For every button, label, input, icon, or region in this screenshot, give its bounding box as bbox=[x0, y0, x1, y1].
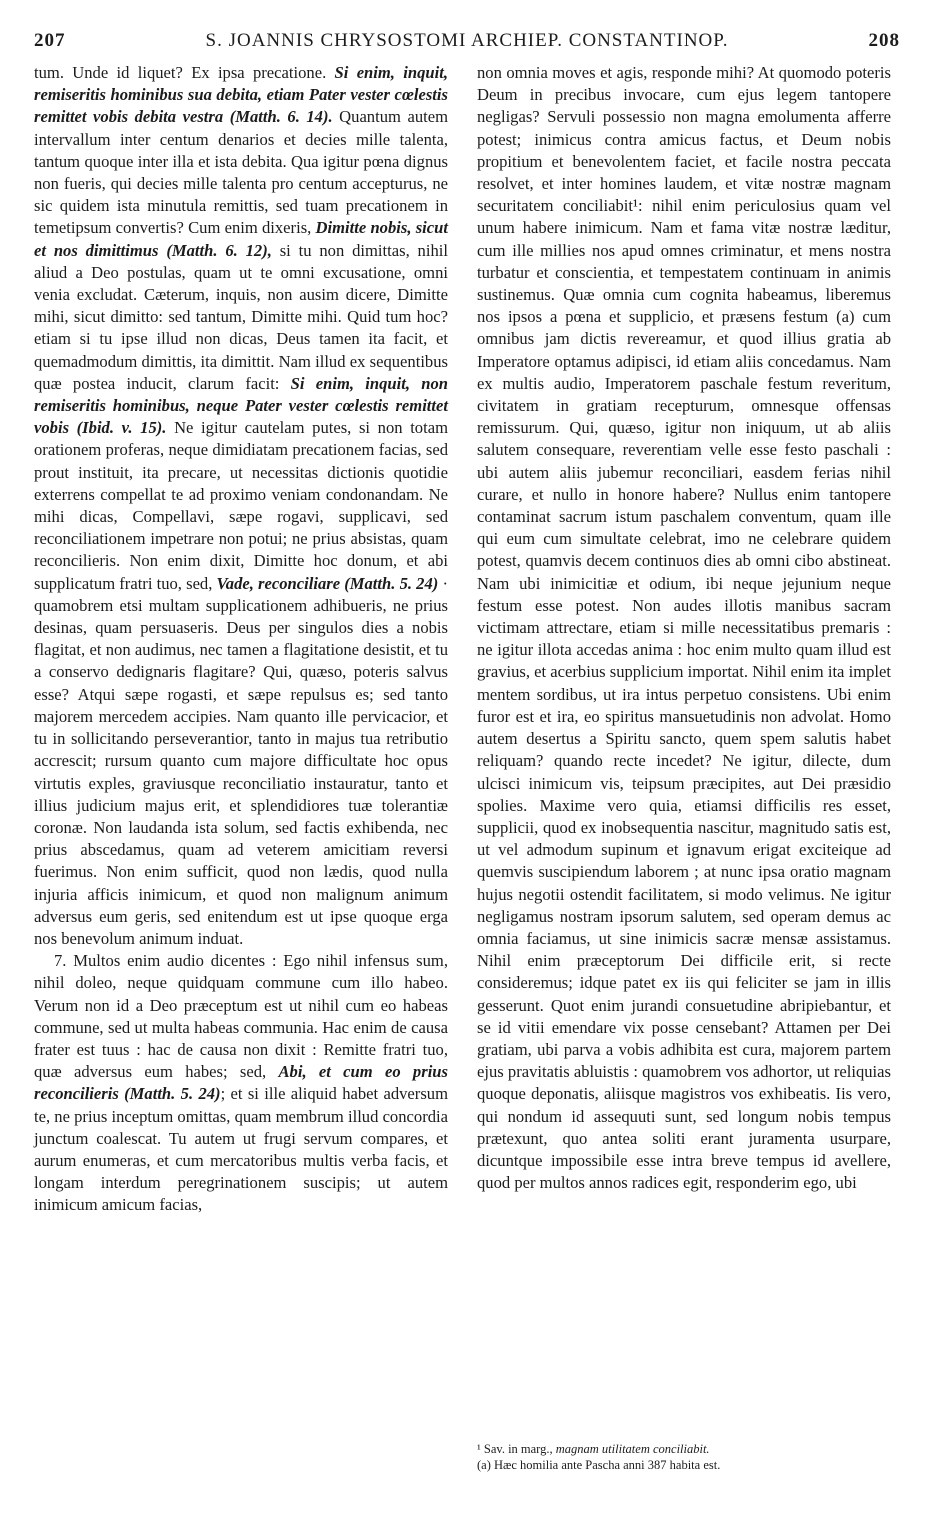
paragraph-left-2 bbox=[34, 950, 448, 1216]
left-column bbox=[34, 62, 448, 1217]
footnote-italic: magnam utilitatem conciliabit. bbox=[555, 1442, 710, 1456]
footnote-text: Hæc homilia ante Pascha anni 387 habita est. bbox=[494, 1458, 721, 1472]
footnote-mark: (a) bbox=[477, 1458, 491, 1472]
left-run: Quantum autem intervallum inter centum denarios et decies mille talenta, tantum quoque inter illa et ista debita. Qua igitur pœna dignus non fueris, qui decies mille talenta pro centum accepturus, ne sic quidem ista minutula remittis, sed tuam precationem in temetipsum convertis? Cum enim dixeris, bbox=[34, 107, 448, 238]
running-header bbox=[34, 30, 900, 56]
running-title: S. JOANNIS CHRYSOSTOMI ARCHIEP. CONSTANTINOP. bbox=[205, 30, 729, 51]
footnote-1 bbox=[477, 1441, 891, 1457]
left-run: Ne igitur cautelam putes, si non totam orationem proferas, neque dimidiatam precationem facias, sed prout instituit, ita precare, ut necessitas dictionis quotidie exterrens compellat te ad proximo veniam condonandam. Ne mihi dicas, Compellavi, sæpe rogavi, supplicavi, sed reconciliationem impetrare non potui; ne prius absistas, quam reconcilieris. Non enim dixit, Dimitte hoc donum, et abi supplicatum fratri tuo, sed, bbox=[34, 418, 448, 593]
left-run: tum. Unde id liquet? Ex ipsa precatione. bbox=[34, 63, 335, 82]
left-run: si tu non dimittas, nihil aliud a Deo postulas, quam ut te omni excusatione, omni venia excludat. Cæterum, inquis, non ausim dicere, Dimitte mihi, sicut dimitto: sed tantum, Dimitte mihi. Quid tum hoc? etiam si tu ipse illud non dicas, Deus tamen ita facit, et quemadmodum dimittis, ita dimittit. Nam illud ex sequentibus quæ postea inducit, clarum facit: bbox=[34, 240, 448, 393]
left-run: Vade, reconciliare (Matth. 5. 24) bbox=[216, 573, 439, 593]
left-run: ; et si ille aliquid habet adversum te, ne prius inceptum omittas, quam membrum illud concordia junctum coalescat. Tu autem ut frugi servum compares, et aurum enumeras, et cum mercatoribus multis verba facis, et longam interdum peregrinationem suscipis; ut autem inimicum amicum facias, bbox=[34, 1084, 448, 1215]
left-run: Abi, et cum eo prius reconcilieris (Matth. 5. 24) bbox=[34, 1062, 448, 1104]
footnotes bbox=[477, 1441, 891, 1473]
page-number-left: 207 bbox=[34, 30, 66, 51]
left-run: Si enim, inquit, remiseritis hominibus sua debita, etiam Pater vester cœlestis remittet vobis debita vestra (Matth. 6. 14). bbox=[34, 63, 448, 127]
footnote-text: Sav. in marg., bbox=[483, 1442, 556, 1456]
left-run: Dimitte nobis, sicut et nos dimittimus (Matth. 6. 12), bbox=[34, 218, 448, 260]
footnote-2 bbox=[477, 1457, 891, 1473]
right-run: non omnia moves et agis, responde mihi? At quomodo poteris Deum in precibus invocare, cum ejus legem tantopere negligas? Servuli possessio non magna emolumenta afferre potest; inimicus contra amicus factus, et Deum nobis propitium et benevolentem faciet, et facile nostra peccata resolvet, et inter homines laudem, et vitæ nostræ magnam securitatem conciliabit¹: nihil enim periculosius quam vel unum habere inimicum. Nam et fama vitæ nostræ læditur, cum ille millies nos apud omnes criminatur, et mens nostra turbatur et conscientia, et tempestatem continuam in animis sustinemus. Quæ omnia cum cognita habeamus, liberemus nos ipsos a pœna et supplicio, et præsens festum (a) cum omnibus jam dictis revereamur, et quod illius gratia ab Imperatore optamus adipisci, id etiam aliis concedamus. Nam ex multis audio, Imperatorem paschale festum reveritum, civitatem in gratiam recepturum, omnesque offensas remissurum. Qui, quæso, igitur non iniquum, ut ab aliis salutem consequare, reverentiam velle esse festo paschali : ubi autem aliis jubemur reconciliari, easdem ferias nihil curare, et nullo in honore habere? Nullus enim tantopere contaminat sacrum istum paschalem conventum, quam ille qui eum cum simultate celebrat, imo ne celebrare quidem potest, quamvis decem continuos dies ab omni cibo abstineat. Nam ubi inimicitiæ et odium, ibi neque jejunium neque festum esse potest. Non audes illotis manibus sacram victimam attrectare, etiam si mille necessitatibus premaris : ne igitur illota accedas anima : hoc enim multo quam illud est gravius, et acerbius supplicium importat. Nihil enim ita implet mentem sordibus, ut ira intus perpetuo consistens. Ubi enim furor est et ira, eo spiritus mansuetudinis non advolat. Homo autem desertus a Spiritu sancto, quem spem salutis habet reliquam? quando recte incedet? Ne igitur, dilecte, dum ulcisci inimicum vis, teipsum præcipites, aut Dei præsidio spolies. Maxime vero quia, etiamsi difficilis res esset, supplicii, quod ex inobsequentia nascitur, magnitudo satis est, ut vel admodum supinum et ignavum erigat exciteique ad quemvis suscipiendum laborem ; at nunc ipsa oratio magnam hujus negotii ostendit facilitatem, si modo velimus. Ne igitur negligamus nostram ipsorum salutem, sed operam demus ac omnia faciamus, ut sine inimicis sacræ mensæ assistamus. Nihil enim præceptorum Dei difficile erit, si recte consideremus; idque patet ex iis qui feliciter se jam in illis gesserunt. Quot enim jurandi consuetudine abripiebantur, et se id vitii emendare vix posse censebant? Attamen per Dei gratiam, ubi parva a vobis adhibita est cura, majorem partem ejus pravitatis abluistis : quamobrem vos adhortor, ut reliquias quoque deponatis, aliisque magistros vos exhibeatis. Iis vero, qui nondum id assequuti sunt, sed longum nobis tempus prætexunt, quo antea soliti erant juramenta usurpare, dicuntque impossibile esse intra breve tempus id avellere, quod per multos annos radices egit, responderim ego, ubi bbox=[477, 63, 891, 1193]
left-run: · quamobrem etsi multam supplicationem adhibueris, ne prius desinas, quam persuaseris. Deus per singulos dies a nobis flagitat, et non audimus, nec tamen a flagitatione desistit, et tu a conservo dedignaris flagitare? Qui, quæso, poteris salvus esse? Atqui sæpe rogasti, et sæpe repulsus es; sed tanto majorem mercedem accipies. Nam quanto ille pervicacior, et tu in sollicitando perseverantior, tanto in majus tua retributio accrescit; rursum quanto cum majore difficultate hoc opus virtutis exples, graviusque reconciliatio instauratur, tanto et illius judicium majus erit, et splendidiores tuæ tolerantiæ coronæ. Non laudanda ista solum, sed factis exhibenda, nec prius abscedamus, quam ad veterem amicitiam reversi fuerimus. Non enim sufficit, quod non lædis, quod nulla injuria afficis inimicum, et quod non malignum animum adversus eum geris, sed enitendum est ut ipse quoque erga nos benevolum animum induat. bbox=[34, 573, 448, 948]
left-run: Si enim, inquit, non remiseritis hominibus, neque Pater vester cœlestis remittet vobis (Ibid. v. 15). bbox=[34, 373, 448, 438]
paragraph-right-1 bbox=[477, 62, 891, 1194]
left-run: 7. Multos enim audio dicentes : Ego nihil infensus sum, nihil doleo, neque quidquam commune cum illo habeo. Verum non id a Deo præceptum est ut nihil cum eo habeas commune, sed ut multa habeas communia. Hac enim de causa frater est tuus : hac de causa non dixit : Remitte fratri tuo, quæ adversus eum habes; sed, bbox=[34, 951, 448, 1082]
footnote-mark: ¹ bbox=[477, 1442, 481, 1456]
page-number-right: 208 bbox=[868, 30, 900, 51]
right-column bbox=[477, 62, 891, 1194]
paragraph-left-1 bbox=[34, 62, 448, 950]
